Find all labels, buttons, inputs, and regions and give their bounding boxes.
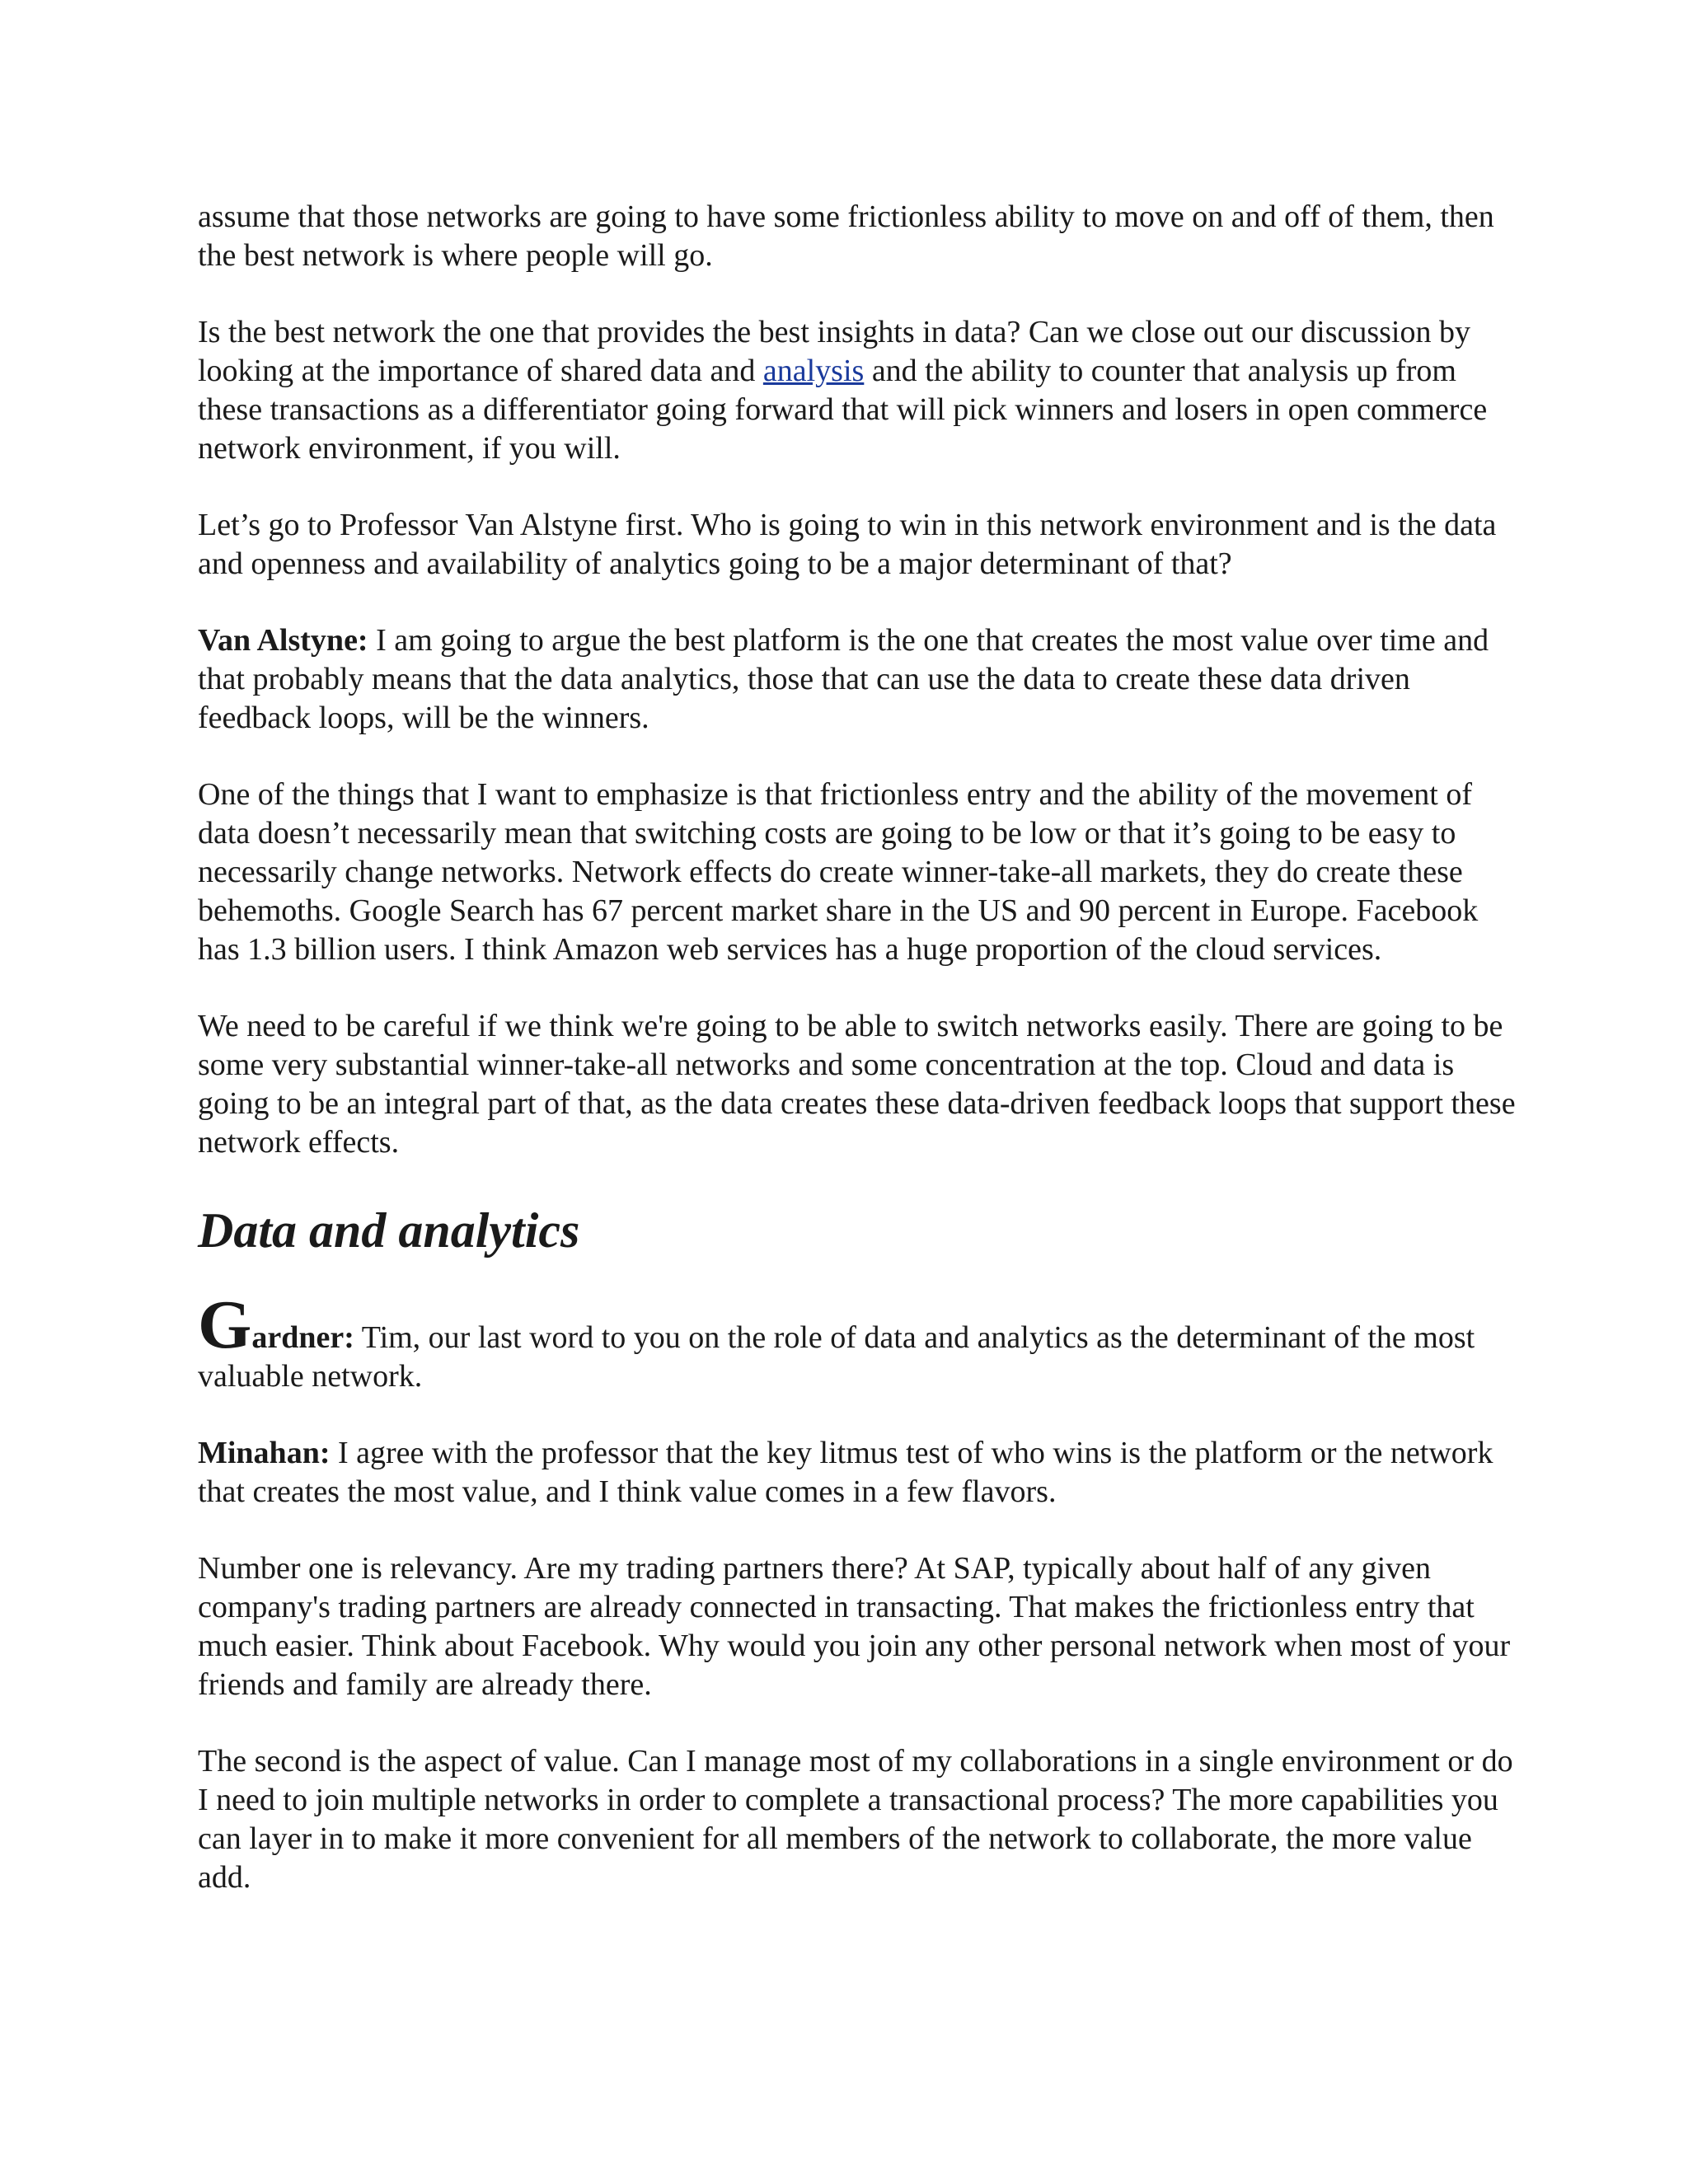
drop-cap-letter: G — [198, 1286, 252, 1363]
paragraph-text: One of the things that I want to emphasize is that frictionless entry and the ability of the movement of data doesn’t necessarily mean that switching costs are going to be low or that it’s going to be easy to necessarily change networks. Network effects do create winner-take-all markets, they do create these behemoths. Google Search has 67 percent market share in the US and 90 percent in Europe. Facebook has 1.3 billion users. I think Amazon web services has a huge proportion of the cloud services. — [198, 777, 1479, 967]
paragraph-text: I am going to argue the best platform is the one that creates the most value over time and that probably means that the data analytics, those that can use the data to create these data driven feedback loops, will be the winners. — [198, 623, 1489, 735]
paragraph-switching-costs — [198, 776, 1517, 969]
article-page — [198, 198, 1517, 1935]
paragraph-text: The second is the aspect of value. Can I manage most of my collaborations in a single environment or do I need to join multiple networks in order to complete a transactional process? The more capabilities you can layer in to make it more convenient for all members of the network to collaborate, the more value add. — [198, 1744, 1513, 1895]
paragraph-text-before-link: Is the best network the one that provides the best insights in data? Can we close out our discussion by looking at the importance of shared data and — [198, 315, 1470, 388]
speaker-name: Van Alstyne: — [198, 623, 368, 658]
paragraph-best-network-question — [198, 313, 1517, 468]
paragraph-text: I agree with the professor that the key litmus test of who wins is the platform or the network that creates the most value, and I think value comes in a few flavors. — [198, 1436, 1493, 1509]
paragraph-gardner-question — [198, 1286, 1517, 1396]
paragraph-text-after-link: and the ability to counter that analysis up from these transactions as a differentiator going forward that will pick winners and losers in open commerce network environment, if you will. — [198, 354, 1488, 466]
paragraph-text: We need to be careful if we think we're going to be able to switch networks easily. There are going to be some very substantial winner-take-all networks and some concentration at the top. Cloud and data is going to be an integral part of that, as the data creates these data-driven feedback loops that support these network effects. — [198, 1009, 1516, 1160]
paragraph-text: assume that those networks are going to have some frictionless ability to move on and off of them, then the best network is where people will go. — [198, 199, 1494, 273]
speaker-name: Minahan: — [198, 1436, 331, 1470]
paragraph-van-alstyne-answer — [198, 621, 1517, 738]
paragraph-careful-switching — [198, 1007, 1517, 1162]
section-heading: Data and analytics — [198, 1203, 580, 1258]
speaker-name: ardner: — [251, 1320, 354, 1355]
analysis-link[interactable]: analysis — [762, 354, 865, 388]
paragraph-relevancy — [198, 1549, 1517, 1704]
paragraph-frictionless-networks — [198, 198, 1517, 275]
paragraph-minahan-answer — [198, 1434, 1517, 1511]
paragraph-text: Number one is relevancy. Are my trading partners there? At SAP, typically about half of any given company's trading partners are already connected in transacting. That makes the frictionless entry that much easier. Think about Facebook. Why would you join any other personal network when most of your friends and family are already there. — [198, 1551, 1511, 1702]
paragraph-text: Let’s go to Professor Van Alstyne first. Who is going to win in this network environment and is the data and openness and availability of analytics going to be a major determinant of that? — [198, 508, 1497, 581]
paragraph-text: Tim, our last word to you on the role of data and analytics as the determinant of the most valuable network. — [198, 1320, 1475, 1394]
paragraph-aspect-of-value — [198, 1742, 1517, 1897]
paragraph-professor-question — [198, 506, 1517, 583]
